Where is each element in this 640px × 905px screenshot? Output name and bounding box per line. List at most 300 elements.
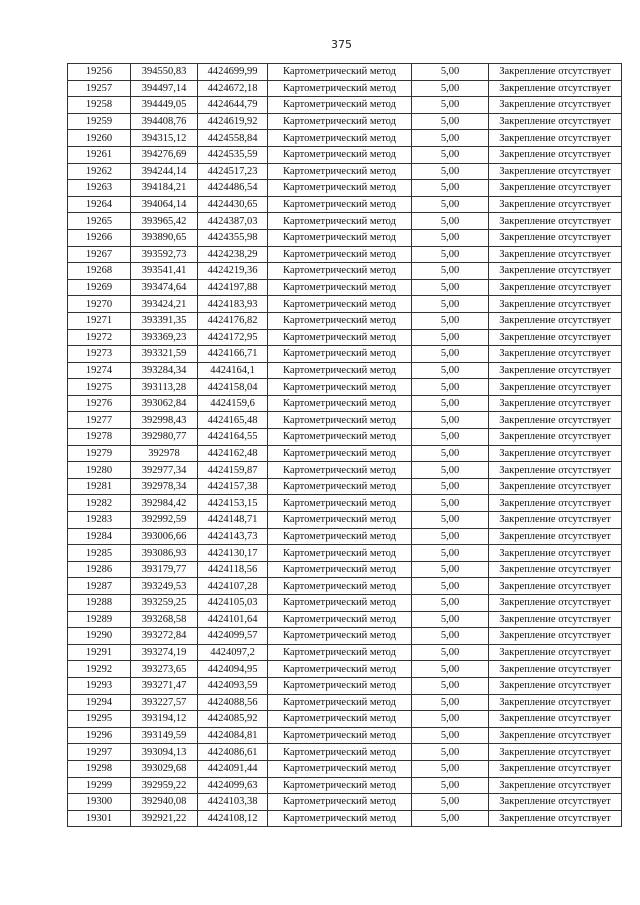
table-row [68, 196, 622, 213]
method-cell: Картометрический метод [268, 760, 412, 777]
method-cell: Картометрический метод [268, 130, 412, 147]
x-coordinate-cell: 393149,59 [131, 727, 198, 744]
accuracy-cell: 5,00 [412, 229, 489, 246]
x-coordinate-cell: 394276,69 [131, 146, 198, 163]
table-row [68, 711, 622, 728]
fixing-description-cell: Закрепление отсутствует [489, 495, 622, 512]
accuracy-cell: 5,00 [412, 346, 489, 363]
method-cell: Картометрический метод [268, 97, 412, 114]
fixing-description-cell: Закрепление отсутствует [489, 578, 622, 595]
table-row [68, 677, 622, 694]
fixing-description-cell: Закрепление отсутствует [489, 595, 622, 612]
accuracy-cell: 5,00 [412, 246, 489, 263]
fixing-description-cell: Закрепление отсутствует [489, 80, 622, 97]
x-coordinate-cell: 393541,41 [131, 263, 198, 280]
y-coordinate-cell: 4424176,82 [198, 312, 268, 329]
x-coordinate-cell: 393474,64 [131, 279, 198, 296]
y-coordinate-cell: 4424157,38 [198, 478, 268, 495]
fixing-description-cell: Закрепление отсутствует [489, 97, 622, 114]
accuracy-cell: 5,00 [412, 595, 489, 612]
accuracy-cell: 5,00 [412, 279, 489, 296]
y-coordinate-cell: 4424165,48 [198, 412, 268, 429]
table-row [68, 512, 622, 529]
y-coordinate-cell: 4424108,12 [198, 810, 268, 827]
accuracy-cell: 5,00 [412, 810, 489, 827]
y-coordinate-cell: 4424148,71 [198, 512, 268, 529]
fixing-description-cell: Закрепление отсутствует [489, 561, 622, 578]
table-row [68, 578, 622, 595]
y-coordinate-cell: 4424486,54 [198, 180, 268, 197]
accuracy-cell: 5,00 [412, 777, 489, 794]
fixing-description-cell: Закрепление отсутствует [489, 395, 622, 412]
point-number-cell: 19292 [68, 661, 131, 678]
accuracy-cell: 5,00 [412, 794, 489, 811]
point-number-cell: 19285 [68, 545, 131, 562]
fixing-description-cell: Закрепление отсутствует [489, 727, 622, 744]
point-number-cell: 19258 [68, 97, 131, 114]
table-row [68, 760, 622, 777]
fixing-description-cell: Закрепление отсутствует [489, 429, 622, 446]
point-number-cell: 19257 [68, 80, 131, 97]
accuracy-cell: 5,00 [412, 760, 489, 777]
point-number-cell: 19301 [68, 810, 131, 827]
method-cell: Картометрический метод [268, 694, 412, 711]
fixing-description-cell: Закрепление отсутствует [489, 644, 622, 661]
accuracy-cell: 5,00 [412, 296, 489, 313]
table-row [68, 113, 622, 130]
point-number-cell: 19272 [68, 329, 131, 346]
point-number-cell: 19269 [68, 279, 131, 296]
y-coordinate-cell: 4424162,48 [198, 445, 268, 462]
method-cell: Картометрический метод [268, 412, 412, 429]
method-cell: Картометрический метод [268, 677, 412, 694]
point-number-cell: 19281 [68, 478, 131, 495]
x-coordinate-cell: 393113,28 [131, 379, 198, 396]
method-cell: Картометрический метод [268, 362, 412, 379]
fixing-description-cell: Закрепление отсутствует [489, 113, 622, 130]
table-row [68, 163, 622, 180]
x-coordinate-cell: 393268,58 [131, 611, 198, 628]
y-coordinate-cell: 4424118,56 [198, 561, 268, 578]
x-coordinate-cell: 393259,25 [131, 595, 198, 612]
fixing-description-cell: Закрепление отсутствует [489, 412, 622, 429]
accuracy-cell: 5,00 [412, 163, 489, 180]
table-row [68, 528, 622, 545]
y-coordinate-cell: 4424164,1 [198, 362, 268, 379]
table-row [68, 429, 622, 446]
y-coordinate-cell: 4424107,28 [198, 578, 268, 595]
table-row [68, 395, 622, 412]
method-cell: Картометрический метод [268, 196, 412, 213]
fixing-description-cell: Закрепление отсутствует [489, 628, 622, 645]
table-row [68, 346, 622, 363]
table-row [68, 64, 622, 81]
accuracy-cell: 5,00 [412, 512, 489, 529]
method-cell: Картометрический метод [268, 545, 412, 562]
fixing-description-cell: Закрепление отсутствует [489, 661, 622, 678]
method-cell: Картометрический метод [268, 263, 412, 280]
method-cell: Картометрический метод [268, 213, 412, 230]
method-cell: Картометрический метод [268, 711, 412, 728]
x-coordinate-cell: 392940,08 [131, 794, 198, 811]
accuracy-cell: 5,00 [412, 379, 489, 396]
accuracy-cell: 5,00 [412, 180, 489, 197]
point-number-cell: 19289 [68, 611, 131, 628]
y-coordinate-cell: 4424172,95 [198, 329, 268, 346]
fixing-description-cell: Закрепление отсутствует [489, 478, 622, 495]
y-coordinate-cell: 4424158,04 [198, 379, 268, 396]
x-coordinate-cell: 393965,42 [131, 213, 198, 230]
y-coordinate-cell: 4424143,73 [198, 528, 268, 545]
fixing-description-cell: Закрепление отсутствует [489, 196, 622, 213]
x-coordinate-cell: 392977,34 [131, 462, 198, 479]
x-coordinate-cell: 394064,14 [131, 196, 198, 213]
accuracy-cell: 5,00 [412, 611, 489, 628]
point-number-cell: 19283 [68, 512, 131, 529]
table-row [68, 810, 622, 827]
y-coordinate-cell: 4424699,99 [198, 64, 268, 81]
y-coordinate-cell: 4424164,55 [198, 429, 268, 446]
point-number-cell: 19288 [68, 595, 131, 612]
table-row [68, 130, 622, 147]
table-row [68, 462, 622, 479]
y-coordinate-cell: 4424387,03 [198, 213, 268, 230]
accuracy-cell: 5,00 [412, 445, 489, 462]
table-row [68, 694, 622, 711]
y-coordinate-cell: 4424166,71 [198, 346, 268, 363]
y-coordinate-cell: 4424103,38 [198, 794, 268, 811]
table-row [68, 213, 622, 230]
method-cell: Картометрический метод [268, 661, 412, 678]
method-cell: Картометрический метод [268, 578, 412, 595]
x-coordinate-cell: 393369,23 [131, 329, 198, 346]
table-row [68, 545, 622, 562]
fixing-description-cell: Закрепление отсутствует [489, 146, 622, 163]
point-number-cell: 19265 [68, 213, 131, 230]
point-number-cell: 19267 [68, 246, 131, 263]
fixing-description-cell: Закрепление отсутствует [489, 346, 622, 363]
y-coordinate-cell: 4424672,18 [198, 80, 268, 97]
table-row [68, 644, 622, 661]
y-coordinate-cell: 4424091,44 [198, 760, 268, 777]
point-number-cell: 19276 [68, 395, 131, 412]
accuracy-cell: 5,00 [412, 312, 489, 329]
x-coordinate-cell: 393062,84 [131, 395, 198, 412]
x-coordinate-cell: 393273,65 [131, 661, 198, 678]
y-coordinate-cell: 4424094,95 [198, 661, 268, 678]
table-row [68, 478, 622, 495]
fixing-description-cell: Закрепление отсутствует [489, 312, 622, 329]
x-coordinate-cell: 392978,34 [131, 478, 198, 495]
fixing-description-cell: Закрепление отсутствует [489, 528, 622, 545]
accuracy-cell: 5,00 [412, 395, 489, 412]
method-cell: Картометрический метод [268, 329, 412, 346]
x-coordinate-cell: 393227,57 [131, 694, 198, 711]
method-cell: Картометрический метод [268, 246, 412, 263]
x-coordinate-cell: 393249,53 [131, 578, 198, 595]
table-row [68, 727, 622, 744]
x-coordinate-cell: 392921,22 [131, 810, 198, 827]
table-row [68, 329, 622, 346]
fixing-description-cell: Закрепление отсутствует [489, 229, 622, 246]
accuracy-cell: 5,00 [412, 478, 489, 495]
point-number-cell: 19300 [68, 794, 131, 811]
method-cell: Картометрический метод [268, 229, 412, 246]
fixing-description-cell: Закрепление отсутствует [489, 760, 622, 777]
point-number-cell: 19298 [68, 760, 131, 777]
y-coordinate-cell: 4424099,57 [198, 628, 268, 645]
point-number-cell: 19268 [68, 263, 131, 280]
point-number-cell: 19277 [68, 412, 131, 429]
point-number-cell: 19294 [68, 694, 131, 711]
y-coordinate-cell: 4424430,65 [198, 196, 268, 213]
x-coordinate-cell: 393321,59 [131, 346, 198, 363]
table-row [68, 412, 622, 429]
method-cell: Картометрический метод [268, 80, 412, 97]
fixing-description-cell: Закрепление отсутствует [489, 462, 622, 479]
point-number-cell: 19295 [68, 711, 131, 728]
y-coordinate-cell: 4424517,23 [198, 163, 268, 180]
point-number-cell: 19259 [68, 113, 131, 130]
accuracy-cell: 5,00 [412, 196, 489, 213]
point-number-cell: 19299 [68, 777, 131, 794]
y-coordinate-cell: 4424130,17 [198, 545, 268, 562]
method-cell: Картометрический метод [268, 628, 412, 645]
method-cell: Картометрический метод [268, 478, 412, 495]
accuracy-cell: 5,00 [412, 329, 489, 346]
method-cell: Картометрический метод [268, 528, 412, 545]
y-coordinate-cell: 4424355,98 [198, 229, 268, 246]
x-coordinate-cell: 392998,43 [131, 412, 198, 429]
accuracy-cell: 5,00 [412, 744, 489, 761]
accuracy-cell: 5,00 [412, 130, 489, 147]
y-coordinate-cell: 4424101,64 [198, 611, 268, 628]
method-cell: Картометрический метод [268, 395, 412, 412]
fixing-description-cell: Закрепление отсутствует [489, 611, 622, 628]
x-coordinate-cell: 393274,19 [131, 644, 198, 661]
method-cell: Картометрический метод [268, 512, 412, 529]
table-row [68, 97, 622, 114]
accuracy-cell: 5,00 [412, 263, 489, 280]
accuracy-cell: 5,00 [412, 727, 489, 744]
fixing-description-cell: Закрепление отсутствует [489, 213, 622, 230]
fixing-description-cell: Закрепление отсутствует [489, 130, 622, 147]
accuracy-cell: 5,00 [412, 64, 489, 81]
table-row [68, 445, 622, 462]
fixing-description-cell: Закрепление отсутствует [489, 263, 622, 280]
point-number-cell: 19260 [68, 130, 131, 147]
y-coordinate-cell: 4424535,59 [198, 146, 268, 163]
method-cell: Картометрический метод [268, 462, 412, 479]
table-row [68, 628, 622, 645]
table-row [68, 661, 622, 678]
accuracy-cell: 5,00 [412, 661, 489, 678]
x-coordinate-cell: 393592,73 [131, 246, 198, 263]
x-coordinate-cell: 393391,35 [131, 312, 198, 329]
fixing-description-cell: Закрепление отсутствует [489, 379, 622, 396]
point-number-cell: 19273 [68, 346, 131, 363]
method-cell: Картометрический метод [268, 727, 412, 744]
fixing-description-cell: Закрепление отсутствует [489, 296, 622, 313]
point-number-cell: 19291 [68, 644, 131, 661]
y-coordinate-cell: 4424219,36 [198, 263, 268, 280]
point-number-cell: 19266 [68, 229, 131, 246]
x-coordinate-cell: 393890,65 [131, 229, 198, 246]
x-coordinate-cell: 392992,59 [131, 512, 198, 529]
method-cell: Картометрический метод [268, 180, 412, 197]
x-coordinate-cell: 393029,68 [131, 760, 198, 777]
x-coordinate-cell: 393424,21 [131, 296, 198, 313]
x-coordinate-cell: 394408,76 [131, 113, 198, 130]
method-cell: Картометрический метод [268, 445, 412, 462]
table-row [68, 180, 622, 197]
table-row [68, 312, 622, 329]
accuracy-cell: 5,00 [412, 97, 489, 114]
y-coordinate-cell: 4424238,29 [198, 246, 268, 263]
point-number-cell: 19278 [68, 429, 131, 446]
accuracy-cell: 5,00 [412, 412, 489, 429]
method-cell: Картометрический метод [268, 429, 412, 446]
table-row [68, 495, 622, 512]
accuracy-cell: 5,00 [412, 495, 489, 512]
x-coordinate-cell: 393086,93 [131, 545, 198, 562]
y-coordinate-cell: 4424159,87 [198, 462, 268, 479]
method-cell: Картометрический метод [268, 644, 412, 661]
point-number-cell: 19261 [68, 146, 131, 163]
accuracy-cell: 5,00 [412, 628, 489, 645]
table-row [68, 246, 622, 263]
method-cell: Картометрический метод [268, 346, 412, 363]
method-cell: Картометрический метод [268, 561, 412, 578]
table-row [68, 263, 622, 280]
x-coordinate-cell: 393194,12 [131, 711, 198, 728]
accuracy-cell: 5,00 [412, 80, 489, 97]
y-coordinate-cell: 4424558,84 [198, 130, 268, 147]
method-cell: Картометрический метод [268, 163, 412, 180]
x-coordinate-cell: 394244,14 [131, 163, 198, 180]
fixing-description-cell: Закрепление отсутствует [489, 744, 622, 761]
fixing-description-cell: Закрепление отсутствует [489, 677, 622, 694]
method-cell: Картометрический метод [268, 379, 412, 396]
method-cell: Картометрический метод [268, 611, 412, 628]
fixing-description-cell: Закрепление отсутствует [489, 445, 622, 462]
accuracy-cell: 5,00 [412, 113, 489, 130]
point-number-cell: 19296 [68, 727, 131, 744]
y-coordinate-cell: 4424093,59 [198, 677, 268, 694]
y-coordinate-cell: 4424159,6 [198, 395, 268, 412]
method-cell: Картометрический метод [268, 312, 412, 329]
method-cell: Картометрический метод [268, 794, 412, 811]
fixing-description-cell: Закрепление отсутствует [489, 329, 622, 346]
point-number-cell: 19293 [68, 677, 131, 694]
y-coordinate-cell: 4424153,15 [198, 495, 268, 512]
table-row [68, 80, 622, 97]
method-cell: Картометрический метод [268, 296, 412, 313]
point-number-cell: 19263 [68, 180, 131, 197]
point-number-cell: 19284 [68, 528, 131, 545]
x-coordinate-cell: 392959,22 [131, 777, 198, 794]
y-coordinate-cell: 4424097,2 [198, 644, 268, 661]
table-row [68, 279, 622, 296]
method-cell: Картометрический метод [268, 113, 412, 130]
fixing-description-cell: Закрепление отсутствует [489, 711, 622, 728]
point-number-cell: 19287 [68, 578, 131, 595]
fixing-description-cell: Закрепление отсутствует [489, 279, 622, 296]
table-body [68, 64, 622, 827]
accuracy-cell: 5,00 [412, 677, 489, 694]
accuracy-cell: 5,00 [412, 694, 489, 711]
fixing-description-cell: Закрепление отсутствует [489, 362, 622, 379]
table-row [68, 794, 622, 811]
point-number-cell: 19297 [68, 744, 131, 761]
x-coordinate-cell: 394315,12 [131, 130, 198, 147]
table-row [68, 744, 622, 761]
y-coordinate-cell: 4424088,56 [198, 694, 268, 711]
point-number-cell: 19271 [68, 312, 131, 329]
y-coordinate-cell: 4424086,61 [198, 744, 268, 761]
point-number-cell: 19274 [68, 362, 131, 379]
x-coordinate-cell: 393272,84 [131, 628, 198, 645]
table-row [68, 777, 622, 794]
fixing-description-cell: Закрепление отсутствует [489, 545, 622, 562]
fixing-description-cell: Закрепление отсутствует [489, 694, 622, 711]
table-row [68, 296, 622, 313]
accuracy-cell: 5,00 [412, 644, 489, 661]
y-coordinate-cell: 4424183,93 [198, 296, 268, 313]
y-coordinate-cell: 4424619,92 [198, 113, 268, 130]
x-coordinate-cell: 393094,13 [131, 744, 198, 761]
y-coordinate-cell: 4424085,92 [198, 711, 268, 728]
fixing-description-cell: Закрепление отсутствует [489, 777, 622, 794]
point-number-cell: 19279 [68, 445, 131, 462]
x-coordinate-cell: 393284,34 [131, 362, 198, 379]
accuracy-cell: 5,00 [412, 462, 489, 479]
point-number-cell: 19280 [68, 462, 131, 479]
table-row [68, 229, 622, 246]
y-coordinate-cell: 4424644,79 [198, 97, 268, 114]
point-number-cell: 19275 [68, 379, 131, 396]
accuracy-cell: 5,00 [412, 528, 489, 545]
table-row [68, 611, 622, 628]
x-coordinate-cell: 392978 [131, 445, 198, 462]
accuracy-cell: 5,00 [412, 578, 489, 595]
x-coordinate-cell: 392984,42 [131, 495, 198, 512]
x-coordinate-cell: 394449,05 [131, 97, 198, 114]
x-coordinate-cell: 392980,77 [131, 429, 198, 446]
x-coordinate-cell: 393179,77 [131, 561, 198, 578]
x-coordinate-cell: 393271,47 [131, 677, 198, 694]
point-number-cell: 19290 [68, 628, 131, 645]
table-row [68, 146, 622, 163]
method-cell: Картометрический метод [268, 495, 412, 512]
fixing-description-cell: Закрепление отсутствует [489, 64, 622, 81]
fixing-description-cell: Закрепление отсутствует [489, 810, 622, 827]
method-cell: Картометрический метод [268, 146, 412, 163]
fixing-description-cell: Закрепление отсутствует [489, 180, 622, 197]
x-coordinate-cell: 394550,83 [131, 64, 198, 81]
y-coordinate-cell: 4424197,88 [198, 279, 268, 296]
table-row [68, 561, 622, 578]
point-number-cell: 19282 [68, 495, 131, 512]
coordinates-table [67, 63, 622, 827]
point-number-cell: 19262 [68, 163, 131, 180]
method-cell: Картометрический метод [268, 64, 412, 81]
accuracy-cell: 5,00 [412, 711, 489, 728]
y-coordinate-cell: 4424099,63 [198, 777, 268, 794]
table-row [68, 379, 622, 396]
x-coordinate-cell: 393006,66 [131, 528, 198, 545]
point-number-cell: 19256 [68, 64, 131, 81]
